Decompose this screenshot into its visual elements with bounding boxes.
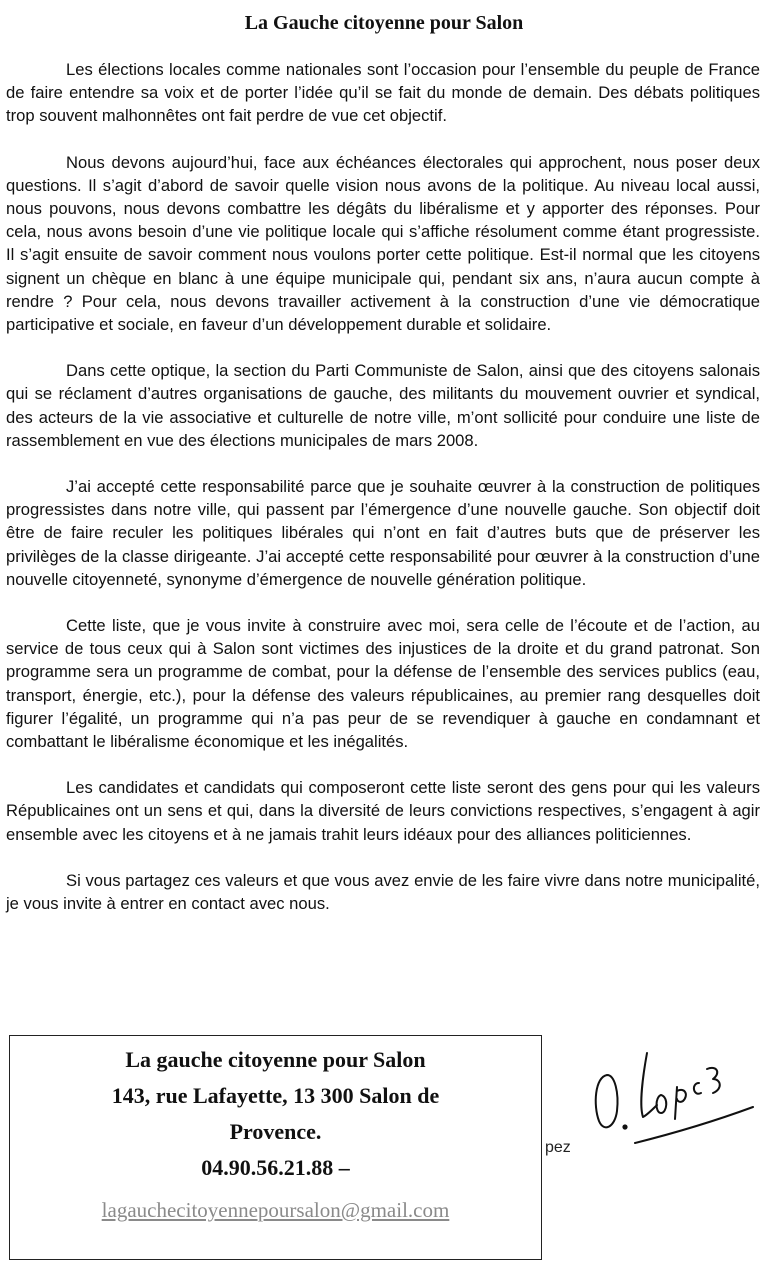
- signature-stroke-o2: [657, 1095, 667, 1113]
- page-title: La Gauche citoyenne pour Salon: [244, 12, 524, 34]
- signature-stroke-z: [707, 1068, 720, 1093]
- paragraph-2: Nous devons aujourd’hui, face aux échéances électorales qui approchent, nous poser deux questions. Il s’agit d’abord de savoir quelle vision nous avons de la politique. Au niveau local aussi, nous pouvons, nous devons combattre les dégâts du libéralisme et y apporter des réponses. Pour cela, nous avons besoin d’une vie politique locale qui s’affiche résolument comme étant progressiste. Il s’agit ensuite de savoir comment nous voulons porter cette politique. Est-il normal que les citoyens signent un chèque en blanc à une équipe municipale qui, pendant six ans, n’aura aucun compte à rendre ? Pour cela, nous devons travailler activement à la construction d’une vie démocratique participative et sociale, en faveur d’un développement durable et solidaire.: [6, 152, 760, 335]
- contact-email-link[interactable]: lagauchecitoyennepoursalon@gmail.com: [101, 1198, 450, 1222]
- signature-stroke-l: [641, 1053, 657, 1117]
- signature-stroke-p: [675, 1087, 686, 1119]
- contact-box: [9, 1035, 542, 1260]
- signature-printed-text: pez: [545, 1139, 571, 1156]
- contact-address-line-1: 143, rue Lafayette, 13 300 Salon de: [111, 1083, 440, 1108]
- contact-name: La gauche citoyenne pour Salon: [125, 1047, 426, 1072]
- paragraph-7: Si vous partagez ces valeurs et que vous avez envie de les faire vivre dans notre municipalité, je vous invite à entrer en contact avec nous.: [6, 870, 760, 914]
- paragraph-6: Les candidates et candidats qui composeront cette liste seront des gens pour qui les valeurs Républicaines ont un sens et qui, dans la diversité de leurs convictions respectives, s’engagent à agir ensemble avec les citoyens et à ne jamais trahit leurs idéaux pour des alliances politiciennes.: [6, 778, 760, 844]
- letter-body: [6, 58, 760, 938]
- contact-phone: 04.90.56.21.88 –: [201, 1155, 350, 1180]
- paragraph-3: Dans cette optique, la section du Parti Communiste de Salon, ainsi que des citoyens salonais qui se réclament d’autres organisations de gauche, des militants du mouvement ouvrier et syndical, des acteurs de la vie associative et culturelle de notre ville, m’ont sollicité pour conduire une liste de rassemblement en vue des élections municipales de mars 2008.: [6, 361, 760, 450]
- paragraph-5: Cette liste, que je vous invite à construire avec moi, sera celle de l’écoute et de l’action, au service de tous ceux qui à Salon sont victimes des injustices de la droite et du grand patronat. Son programme sera un programme de combat, pour la défense de l’ensemble des services publics (eau, transport, énergie, etc.), pour la défense des valeurs républicaines, au premier rang desquelles doit figurer l’égalité, un programme qui n’a pas peur de se revendiquer à gauche en condamnant et combattant le libéralisme économique et les inégalités.: [6, 616, 760, 752]
- signature-stroke-e: [694, 1083, 701, 1094]
- signature-stroke-o: [596, 1075, 618, 1127]
- signature-stroke-dot: [623, 1125, 626, 1128]
- signature-stroke-underline: [635, 1107, 753, 1143]
- contact-address-line-2: Provence.: [229, 1119, 322, 1144]
- paragraph-4: J’ai accepté cette responsabilité parce que je souhaite œuvrer à la construction de politiques progressistes dans notre ville, qui passent par l’émergence d’une nouvelle gauche. Son objectif doit être de faire reculer les politiques libérales qui n’ont en fait d’autres buts que de préserver les privilèges de la classe dirigeante. J’ai accepté cette responsabilité pour œuvrer à la construction d’une nouvelle citoyenneté, synonyme d’émergence de nouvelle génération politique.: [6, 477, 760, 589]
- paragraph-1: Les élections locales comme nationales sont l’occasion pour l’ensemble du peuple de France de faire entendre sa voix et de porter l’idée qu’il se fait du monde de demain. Des débats politiques trop souvent malhonnêtes ont fait perdre de vue cet objectif.: [6, 60, 760, 126]
- handwritten-signature: [585, 1035, 755, 1145]
